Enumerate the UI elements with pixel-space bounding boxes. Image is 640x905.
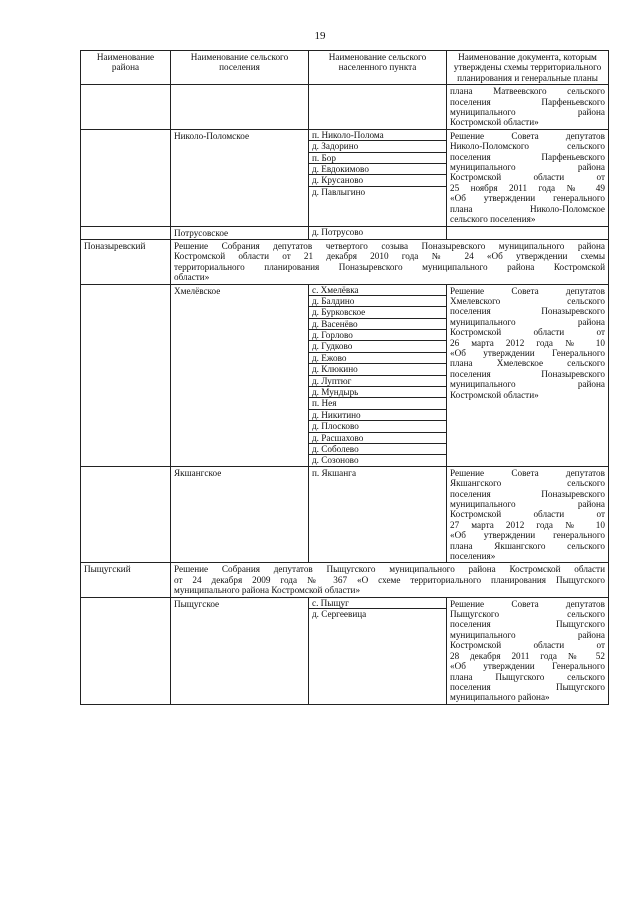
settlement-name: Хмелёвское — [171, 284, 309, 466]
district-cell — [81, 466, 171, 563]
locality-item: п. Нея — [309, 398, 446, 409]
header-document: Наименование документа, которым утверждены схемы территориального планирования и генеральные планы — [447, 51, 609, 85]
district-name: Поназыревский — [81, 239, 171, 284]
locality-list — [309, 284, 447, 466]
district-cell — [81, 597, 171, 704]
district-cell — [81, 226, 171, 239]
decision-line: области» — [174, 272, 210, 283]
locality-item: д. Васенёво — [309, 319, 446, 330]
header-district: Наименование района — [81, 51, 171, 85]
district-name: Пыщугский — [81, 563, 171, 597]
doc-line: «Об утверждении генерального — [450, 530, 605, 541]
table-row — [81, 226, 609, 239]
document-cell — [447, 284, 609, 466]
doc-line: Хмелевского сельского — [450, 295, 605, 306]
locality-item: д. Мундырь — [309, 387, 446, 398]
doc-line: Пыщугского сельского — [450, 609, 605, 620]
doc-line: муниципального района — [450, 499, 605, 509]
doc-line: Костромской области от — [450, 172, 605, 183]
district-decision — [171, 239, 609, 284]
doc-line: Решение Совета депутатов — [450, 285, 605, 296]
locality-item: с. Хмелёвка — [309, 285, 446, 296]
document-cell — [447, 226, 609, 239]
district-cell — [81, 284, 171, 466]
locality-list — [309, 129, 447, 226]
locality-list — [309, 597, 447, 704]
page-number: 19 — [314, 30, 326, 42]
table-header-row — [81, 51, 609, 85]
table-row — [81, 563, 609, 597]
locality-item: д. Никитино — [309, 410, 446, 421]
table-row — [81, 597, 609, 704]
doc-line: 26 марта 2012 года № 10 — [450, 337, 605, 348]
locality-list — [309, 226, 447, 239]
table-row — [81, 284, 609, 466]
district-cell — [81, 129, 171, 226]
settlement-cell — [171, 85, 309, 130]
settlement-name: Якшангское — [171, 466, 309, 563]
table-row — [81, 466, 609, 563]
doc-line: поселения Поназыревского — [450, 488, 605, 499]
locality-cell — [309, 85, 447, 130]
header-locality: Наименование сельского населенного пункта — [309, 51, 447, 85]
district-decision — [171, 563, 609, 597]
locality-item: п. Бор — [309, 153, 446, 164]
doc-line: Решение Совета депутатов — [450, 598, 605, 609]
document-cell — [447, 466, 609, 563]
doc-line: муниципального района — [450, 316, 605, 327]
doc-line: Костромской области» — [450, 389, 539, 400]
doc-line: плана Пыщугского сельского — [450, 671, 605, 682]
locality-item: д. Соболево — [309, 444, 446, 455]
doc-line: поселения Пыщугского — [450, 619, 605, 630]
settlement-name: Потрусовское — [171, 226, 309, 239]
table-row — [81, 129, 609, 226]
document-cell — [447, 129, 609, 226]
locality-item: д. Горлово — [309, 330, 446, 341]
decision-line: Решение Собрания депутатов четвертого созыва Поназыревского муниципального района — [174, 240, 605, 251]
doc-line: муниципального района — [450, 379, 605, 390]
locality-item: д. Гудково — [309, 341, 446, 352]
locality-item: п. Николо-Полома — [309, 130, 446, 141]
header-settlement: Наименование сельского поселения — [171, 51, 309, 85]
doc-line: поселения Парфеньевского — [450, 96, 605, 107]
locality-item: д. Крусаново — [309, 175, 446, 186]
doc-line: муниципального района — [450, 107, 605, 118]
doc-line: плана Николо-Поломское — [450, 203, 605, 214]
doc-line: плана Хмелевское сельского — [450, 358, 605, 369]
doc-line: поселения» — [450, 551, 496, 562]
locality-item: с. Пыщуг — [309, 598, 446, 609]
doc-line: Костромской области от — [450, 640, 605, 651]
settlement-name: Пыщугское — [171, 597, 309, 704]
decision-line: муниципального района Костромской области» — [174, 585, 361, 596]
doc-line: 28 декабря 2011 года № 52 — [450, 650, 605, 661]
locality-list — [309, 466, 447, 563]
doc-line: плана Якшангского сельского — [450, 540, 605, 551]
doc-line: «Об утверждении Генерального — [450, 661, 605, 672]
doc-line: поселения Поназыревского — [450, 306, 605, 317]
decision-line: от 24 декабря 2009 года № 367 «О схеме территориального планирования Пыщугского — [174, 574, 605, 585]
locality-item: д. Павлыгино — [312, 186, 366, 197]
settlement-name: Николо-Поломское — [171, 129, 309, 226]
locality-item: д. Клюкино — [309, 364, 446, 375]
doc-line: Костромской области от — [450, 327, 605, 338]
doc-line: Костромской области от — [450, 509, 605, 520]
locality-item: п. Якшанга — [312, 467, 357, 478]
locality-item: д. Созоново — [312, 455, 359, 466]
table-row — [81, 239, 609, 284]
planning-documents-table — [80, 50, 609, 705]
table-row — [81, 85, 609, 130]
doc-line: 27 марта 2012 года № 10 — [450, 519, 605, 530]
locality-item: д. Плосково — [309, 421, 446, 432]
locality-item: д. Бурковское — [309, 307, 446, 318]
doc-line: муниципального района» — [450, 692, 550, 703]
decision-line: территориального планирования Поназыревского муниципального района Костромской — [174, 261, 605, 272]
doc-line: муниципального района — [450, 162, 605, 173]
doc-line: Костромской области» — [450, 117, 539, 128]
doc-line: плана Матвеевского сельского — [450, 86, 605, 97]
doc-line: поселения Парфеньевского — [450, 151, 605, 162]
district-cell — [81, 85, 171, 130]
doc-line: Николо-Поломского сельского — [450, 141, 605, 152]
locality-item: д. Луптюг — [309, 376, 446, 387]
locality-item: д. Задорино — [309, 141, 446, 152]
doc-line: сельского поселения» — [450, 214, 536, 225]
doc-line: 25 ноября 2011 года № 49 — [450, 182, 605, 193]
locality-item: д. Ежово — [309, 353, 446, 364]
doc-line: Решение Совета депутатов — [450, 130, 605, 141]
doc-line: «Об утверждении генерального — [450, 193, 605, 204]
locality-item: д. Евдокимово — [309, 164, 446, 175]
locality-item: д. Потрусово — [312, 226, 364, 237]
decision-line: Решение Собрания депутатов Пыщугского муниципального района Костромской области — [174, 564, 605, 575]
doc-line: поселения Пыщугского — [450, 681, 605, 692]
doc-line: поселения Поназыревского — [450, 368, 605, 379]
doc-line: Якшангского сельского — [450, 478, 605, 489]
doc-line: «Об утверждении Генерального — [450, 347, 605, 358]
locality-item: д. Балдино — [309, 296, 446, 307]
document-cell — [447, 85, 609, 130]
document-cell — [447, 597, 609, 704]
decision-line: Костромской области от 21 декабря 2010 года № 24 «Об утверждении схемы — [174, 251, 605, 262]
locality-item: д. Сергеевица — [312, 609, 367, 620]
doc-line: Решение Совета депутатов — [450, 467, 605, 478]
doc-line: муниципального района — [450, 629, 605, 640]
locality-item: д. Расшахово — [309, 433, 446, 444]
